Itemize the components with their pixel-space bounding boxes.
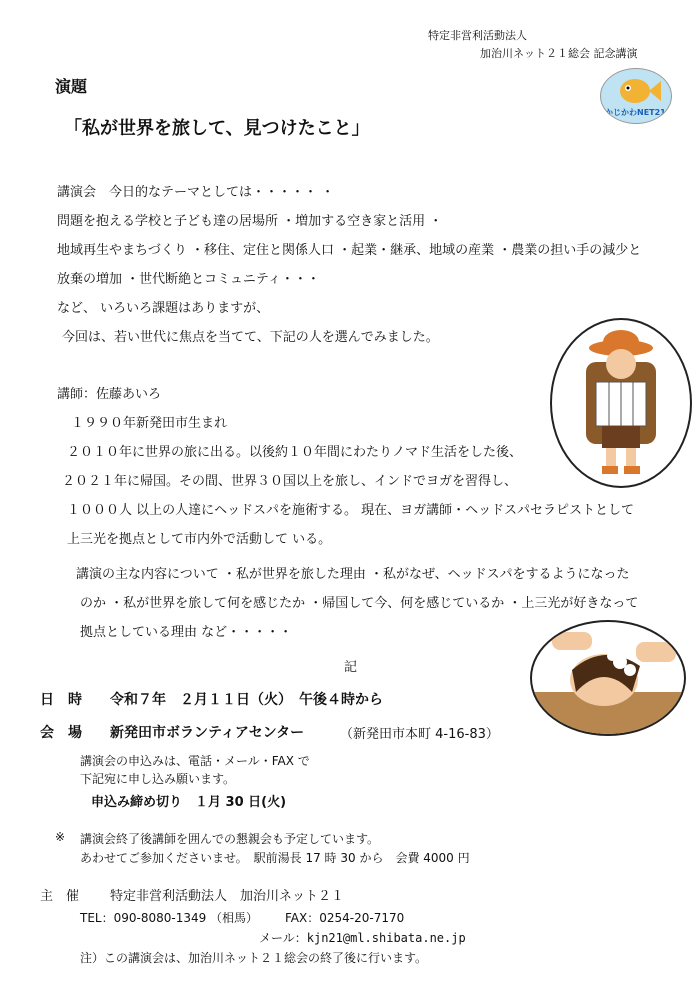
- intro-line: 今回は、若い世代に焦点を当てて、下記の人を選んでみました。: [62, 330, 439, 345]
- venue-name: 新発田市ボランティアセンター: [110, 725, 305, 741]
- title-label: 演題: [55, 77, 88, 96]
- intro-line: など、 いろいろ課題はありますが、: [57, 301, 270, 316]
- host-mail: メール：kjn21@ml.shibata.ne.jp: [259, 931, 466, 945]
- note-mark: ※: [55, 830, 66, 844]
- speaker-bio: １９９０年新発田市生まれ: [71, 416, 228, 431]
- intro-line: 講演会 今日的なテーマとしては・・・・・ ・: [57, 185, 335, 200]
- apply-text: 下記宛に申し込み願います。: [80, 772, 236, 786]
- header-org: 特定非営利活動法人: [428, 29, 527, 42]
- date-value: 令和７年 ２月１１日（火） 午後４時から: [110, 692, 383, 708]
- topic-line: 拠点としている理由 など・・・・・: [80, 625, 293, 640]
- traveler-illustration: [550, 318, 692, 488]
- footnote: 注）この講演会は、加治川ネット２１総会の終了後に行います。: [80, 951, 428, 965]
- ki-mark: 記: [344, 660, 358, 675]
- host-tel: TEL：090-8080-1349 （相馬）: [80, 911, 259, 925]
- intro-line: 問題を抱える学校と子ども達の居場所 ・増加する空き家と活用 ・: [57, 214, 443, 229]
- deadline: 申込み締め切り １月 30 日(火): [91, 795, 287, 810]
- topic-line: のか ・私が世界を旅して何を感じたか ・帰国して今、何を感じているか ・上三光が好きなって: [80, 596, 639, 611]
- note-text: 講演会終了後講師を囲んでの懇親会も予定しています。: [80, 832, 380, 846]
- venue-label: 会 場: [40, 725, 82, 741]
- organization-logo: [600, 68, 672, 124]
- header-event: 加治川ネット２１総会 記念講演: [480, 47, 638, 60]
- intro-line: 放棄の増加 ・世代断絶とコミュニティ・・・: [57, 272, 320, 287]
- speaker-name: 講師：佐藤あいろ: [57, 387, 162, 402]
- traveler-icon: [552, 320, 690, 486]
- headspa-illustration: [530, 620, 686, 736]
- apply-text: 講演会の申込みは、電話・メール・FAX で: [80, 754, 310, 768]
- logo-text: かじかわNET21: [605, 108, 666, 117]
- speaker-bio: １０００人 以上の人達にヘッドスパを施術する。 現在、ヨガ講師・ヘッドスパセラピストとして: [67, 503, 635, 518]
- speaker-bio: ２０１０年に世界の旅に出る。以後約１０年間にわたりノマド生活をした後、: [67, 445, 523, 460]
- host-fax: FAX：0254-20-7170: [285, 911, 405, 925]
- host-label: 主 催: [40, 889, 80, 904]
- speaker-bio: 上三光を拠点として市内外で活動して いる。: [67, 532, 332, 547]
- date-label: 日 時: [40, 692, 82, 708]
- note-text: あわせてご参加くださいませ。 駅前湯長 17 時 30 から 会費 4000 円: [80, 851, 470, 865]
- venue-address: （新発田市本町 4-16-83）: [340, 727, 499, 742]
- topic-line: 講演の主な内容について ・私が世界を旅した理由 ・私がなぜ、ヘッドスパをするようになった: [76, 567, 630, 582]
- intro-line: 地域再生やまちづくり ・移住、定住と関係人口 ・起業・継承、地域の産業 ・農業の担い手の減少と: [57, 243, 642, 258]
- page-title: 「私が世界を旅して、見つけたこと」: [64, 118, 370, 139]
- host-name: 特定非営利活動法人 加治川ネット２１: [110, 889, 345, 904]
- headspa-icon: [532, 622, 684, 734]
- speaker-bio: ２０２１年に帰国。その間、世界３０国以上を旅し、インドでヨガを習得し、: [62, 474, 518, 489]
